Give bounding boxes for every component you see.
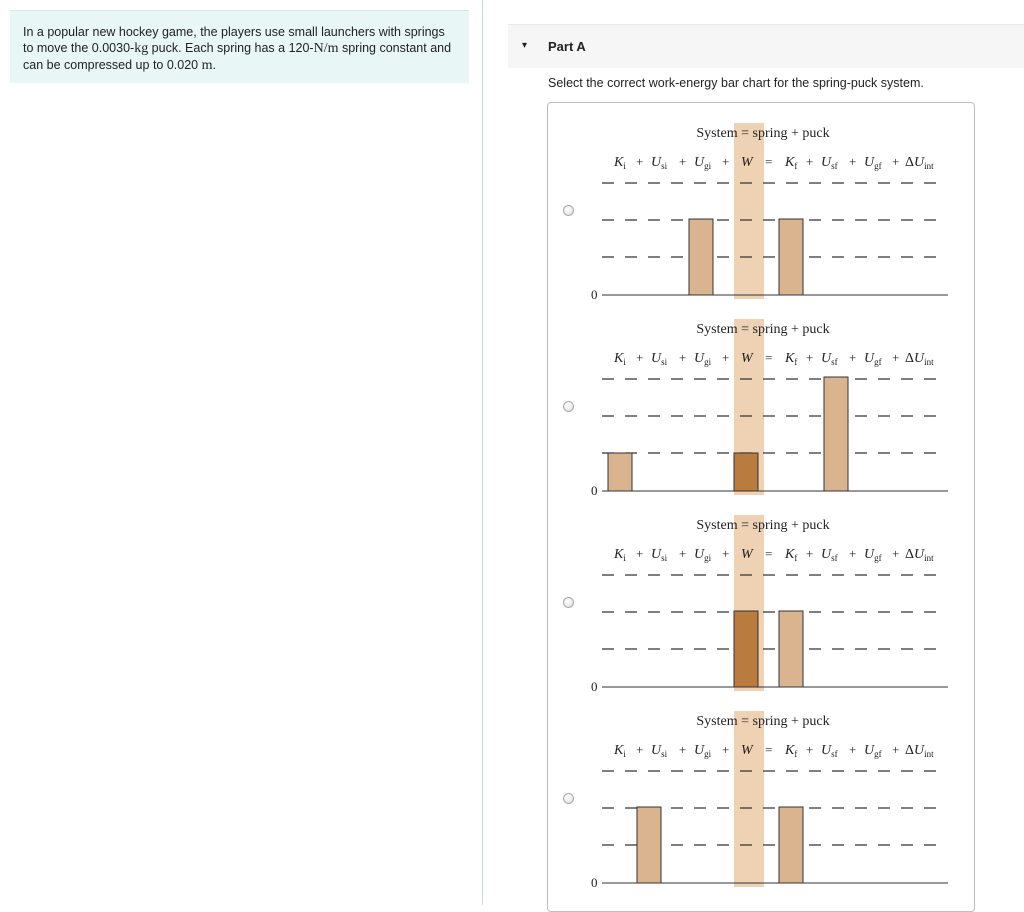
tick-label-delta-uint: $\Delta U_{int}$ [905, 743, 934, 759]
svg-text:+: + [679, 350, 687, 365]
tick-label-ugi: $U_{gi}$ [694, 547, 712, 563]
problem-text-1: In a popular new hockey game, the players use small launchers with springs to move the [23, 25, 445, 55]
svg-text:+: + [722, 742, 730, 757]
problem-text-3: spring constant and can be compressed up to [23, 41, 452, 72]
svg-text:+: + [892, 742, 900, 757]
tick-label-delta-uint: $\Delta U_{int}$ [905, 155, 934, 171]
svg-text:+: + [806, 742, 814, 757]
svg-text:+: + [892, 350, 900, 365]
mass-unit: kg [134, 41, 149, 56]
answer-option-2[interactable] [548, 299, 974, 495]
svg-text:+: + [806, 546, 814, 561]
svg-text:+: + [636, 154, 644, 169]
tick-label-usf: $U_{sf}$ [821, 351, 838, 367]
svg-text:=: = [765, 350, 773, 365]
tick-label-usf: $U_{sf}$ [821, 743, 838, 759]
svg-text:+: + [722, 154, 730, 169]
problem-text-2: puck. Each spring has a [148, 41, 289, 55]
radio-button[interactable] [563, 597, 574, 608]
compression-value: 0.020 [166, 58, 202, 72]
svg-text:+: + [636, 546, 644, 561]
svg-text:+: + [849, 546, 857, 561]
chart-title: System = spring + puck [696, 322, 830, 337]
radio-button[interactable] [563, 793, 574, 804]
tick-label-ugi: $U_{gi}$ [694, 155, 712, 171]
radio-button[interactable] [563, 401, 574, 412]
tick-label-delta-uint: $\Delta U_{int}$ [905, 351, 934, 367]
svg-text:+: + [722, 546, 730, 561]
bar-ugi [689, 219, 713, 295]
bar-w [734, 453, 758, 491]
tick-label-w: W [741, 155, 753, 170]
svg-text:+: + [849, 154, 857, 169]
tick-label-kf: $K_f$ [785, 743, 798, 759]
compression-unit: m [201, 58, 213, 73]
tick-label-w: W [741, 547, 753, 562]
tick-label-kf: $K_f$ [785, 155, 798, 171]
work-energy-bar-chart [588, 495, 960, 691]
chart-title: System = spring + puck [696, 126, 830, 141]
tick-label-delta-uint: $\Delta U_{int}$ [905, 547, 934, 563]
tick-label-usi: $U_{si}$ [651, 155, 668, 171]
tick-label-ugf: $U_{gf}$ [864, 155, 882, 171]
zero-label: 0 [591, 483, 598, 495]
answer-option-4[interactable] [548, 691, 974, 887]
question-text: Select the correct work-energy bar chart for the spring-puck system. [548, 76, 924, 90]
svg-text:+: + [636, 350, 644, 365]
tick-label-ki: $K_i$ [614, 743, 626, 759]
bar-kf [779, 219, 803, 295]
work-energy-bar-chart [588, 299, 960, 495]
work-energy-bar-chart [588, 103, 960, 299]
work-column-band [734, 711, 764, 887]
answer-option-1[interactable] [548, 103, 974, 299]
tick-label-usf: $U_{sf}$ [821, 547, 838, 563]
answer-option-3[interactable] [548, 495, 974, 691]
svg-text:=: = [765, 546, 773, 561]
zero-label: 0 [591, 875, 598, 887]
svg-text:+: + [679, 742, 687, 757]
tick-label-kf: $K_f$ [785, 547, 798, 563]
svg-text:+: + [849, 350, 857, 365]
problem-text-end: . [212, 58, 216, 72]
svg-text:+: + [806, 350, 814, 365]
tick-label-ki: $K_i$ [614, 351, 626, 367]
problem-statement [10, 10, 469, 83]
spring-constant-value: 120- [288, 41, 314, 55]
bar-w [734, 611, 758, 687]
chart-title: System = spring + puck [696, 518, 830, 533]
tick-label-ugf: $U_{gf}$ [864, 351, 882, 367]
work-column-band [734, 123, 764, 299]
bar-usf [824, 377, 848, 491]
chart-title: System = spring + puck [696, 714, 830, 729]
answer-options [547, 102, 975, 912]
part-title: Part A [548, 39, 586, 54]
tick-label-usi: $U_{si}$ [651, 547, 668, 563]
svg-text:+: + [849, 742, 857, 757]
svg-text:+: + [636, 742, 644, 757]
svg-text:+: + [679, 154, 687, 169]
svg-text:+: + [806, 154, 814, 169]
bar-kf [779, 611, 803, 687]
tick-label-kf: $K_f$ [785, 351, 798, 367]
tick-label-usi: $U_{si}$ [651, 351, 668, 367]
zero-label: 0 [591, 679, 598, 691]
tick-label-usf: $U_{sf}$ [821, 155, 838, 171]
tick-label-ki: $K_i$ [614, 155, 626, 171]
spring-constant-unit: N/m [313, 41, 339, 56]
bar-ki [608, 453, 632, 491]
mass-value: 0.0030- [91, 41, 135, 55]
column-divider [482, 0, 483, 905]
svg-text:+: + [892, 546, 900, 561]
svg-text:=: = [765, 154, 773, 169]
collapse-triangle-icon[interactable]: ▾ [522, 40, 528, 51]
tick-label-w: W [741, 351, 753, 366]
svg-text:+: + [892, 154, 900, 169]
problem-text [23, 24, 456, 74]
tick-label-ugf: $U_{gf}$ [864, 743, 882, 759]
tick-label-ki: $K_i$ [614, 547, 626, 563]
tick-label-ugi: $U_{gi}$ [694, 743, 712, 759]
tick-label-ugf: $U_{gf}$ [864, 547, 882, 563]
work-energy-bar-chart [588, 691, 960, 887]
svg-text:+: + [722, 350, 730, 365]
tick-label-ugi: $U_{gi}$ [694, 351, 712, 367]
tick-label-usi: $U_{si}$ [651, 743, 668, 759]
part-a-header[interactable] [508, 24, 1024, 68]
svg-text:+: + [679, 546, 687, 561]
svg-text:=: = [765, 742, 773, 757]
radio-button[interactable] [563, 205, 574, 216]
tick-label-w: W [741, 743, 753, 758]
bar-usi [637, 807, 661, 883]
bar-kf [779, 807, 803, 883]
zero-label: 0 [591, 287, 598, 299]
